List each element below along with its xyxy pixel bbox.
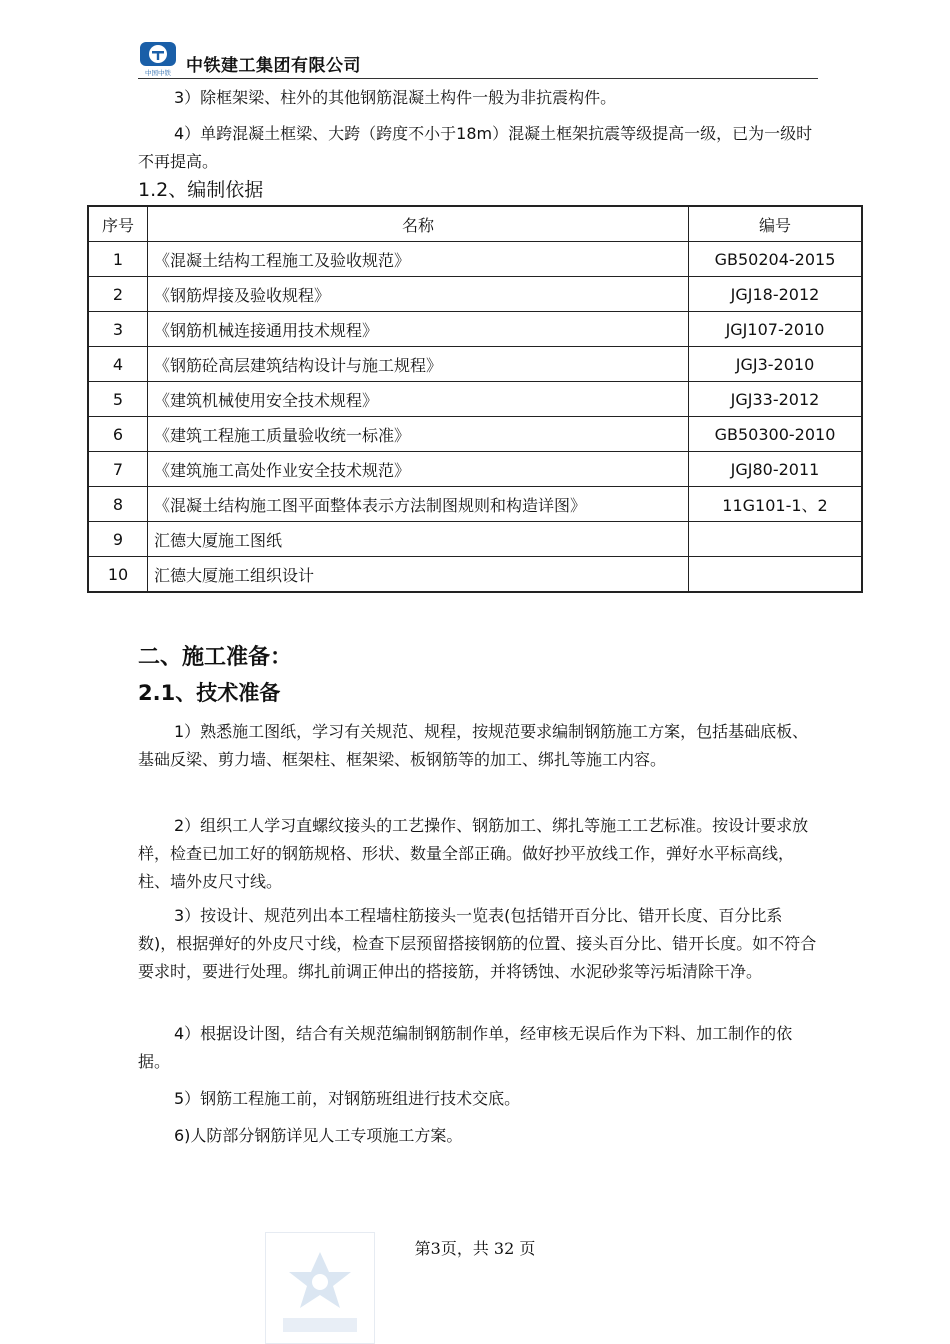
table-row	[88, 522, 862, 557]
tech-prep-paragraph-2: 2）组织工人学习直螺纹接头的工艺操作、钢筋加工、绑扎等施工工艺标准。按设计要求放样，检查已加工好的钢筋规格、形状、数量全部正确。做好抄平放线工作，弹好水平标高线，柱、墙外皮尺寸线。	[138, 816, 809, 891]
row-seq: 3	[88, 312, 148, 347]
table-row	[88, 277, 862, 312]
row-code: GB50204-2015	[689, 242, 863, 277]
row-seq: 7	[88, 452, 148, 487]
header-seq: 序号	[88, 206, 148, 242]
basis-table	[87, 205, 863, 593]
row-seq: 6	[88, 417, 148, 452]
row-seq: 5	[88, 382, 148, 417]
row-code: JGJ18-2012	[689, 277, 863, 312]
row-code: GB50300-2010	[689, 417, 863, 452]
tech-prep-paragraph-4: 4）根据设计图，结合有关规范编制钢筋制作单，经审核无误后作为下料、加工制作的依据。	[138, 1024, 793, 1071]
row-code: 11G101-1、2	[689, 487, 863, 522]
row-seq: 1	[88, 242, 148, 277]
tech-prep-paragraph-6: 6)人防部分钢筋详见人工专项施工方案。	[174, 1126, 463, 1145]
row-name: 《建筑工程施工质量验收统一标准》	[148, 417, 689, 452]
table-row	[88, 452, 862, 487]
intro-paragraph-3: 3）除框架梁、柱外的其他钢筋混凝土构件一般为非抗震构件。	[174, 88, 617, 107]
tech-prep-paragraph-3: 3）按设计、规范列出本工程墙柱筋接头一览表(包括错开百分比、错开长度、百分比系数)，根据弹好的外皮尺寸线，检查下层预留搭接钢筋的位置、接头百分比、错开长度。如不符合要求时，要进行处理。绑扎前调正伸出的搭接筋，并将锈蚀、水泥砂浆等污垢清除干净。	[138, 906, 817, 981]
row-code: JGJ3-2010	[689, 347, 863, 382]
table-row	[88, 382, 862, 417]
page-number: 第3页，共 32 页	[414, 1239, 536, 1258]
header-divider	[138, 78, 818, 79]
row-name: 汇德大厦施工图纸	[148, 522, 689, 557]
row-name: 《混凝土结构施工图平面整体表示方法制图规则和构造详图》	[148, 487, 689, 522]
row-code	[689, 557, 863, 593]
section-1-2-title: 1.2、编制依据	[138, 179, 264, 201]
table-row	[88, 557, 862, 593]
row-code: JGJ80-2011	[689, 452, 863, 487]
table-row	[88, 312, 862, 347]
row-code: JGJ107-2010	[689, 312, 863, 347]
row-seq: 9	[88, 522, 148, 557]
section-2-title: 二、施工准备：	[138, 645, 293, 670]
table-row	[88, 242, 862, 277]
header-name: 名称	[148, 206, 689, 242]
section-2-1-title: 2.1、技术准备	[138, 681, 281, 705]
table-row	[88, 347, 862, 382]
page-header	[138, 38, 818, 80]
tech-prep-paragraph-1: 1）熟悉施工图纸，学习有关规范、规程，按规范要求编制钢筋施工方案，包括基础底板、基础反梁、剪力墙、框架柱、框架梁、板钢筋等的加工、绑扎等施工内容。	[138, 722, 809, 769]
row-code	[689, 522, 863, 557]
tech-prep-paragraph-5: 5）钢筋工程施工前，对钢筋班组进行技术交底。	[174, 1089, 521, 1108]
table-row	[88, 487, 862, 522]
intro-paragraph-4: 4）单跨混凝土框梁、大跨（跨度不小于18m）混凝土框架抗震等级提高一级，已为一级时不再提高。	[138, 124, 813, 171]
logo-caption: 中国中铁	[145, 69, 171, 77]
row-name: 《钢筋砼高层建筑结构设计与施工规程》	[148, 347, 689, 382]
row-seq: 4	[88, 347, 148, 382]
row-seq: 8	[88, 487, 148, 522]
company-name: 中铁建工集团有限公司	[186, 56, 361, 76]
table-header-row	[88, 206, 862, 242]
row-name: 汇德大厦施工组织设计	[148, 557, 689, 593]
row-name: 《建筑机械使用安全技术规程》	[148, 382, 689, 417]
table-row	[88, 417, 862, 452]
row-code: JGJ33-2012	[689, 382, 863, 417]
row-seq: 10	[88, 557, 148, 593]
row-name: 《混凝土结构工程施工及验收规范》	[148, 242, 689, 277]
row-name: 《钢筋机械连接通用技术规程》	[148, 312, 689, 347]
company-logo-icon	[138, 40, 178, 78]
row-name: 《钢筋焊接及验收规程》	[148, 277, 689, 312]
header-code: 编号	[689, 206, 863, 242]
row-name: 《建筑施工高处作业安全技术规范》	[148, 452, 689, 487]
row-seq: 2	[88, 277, 148, 312]
